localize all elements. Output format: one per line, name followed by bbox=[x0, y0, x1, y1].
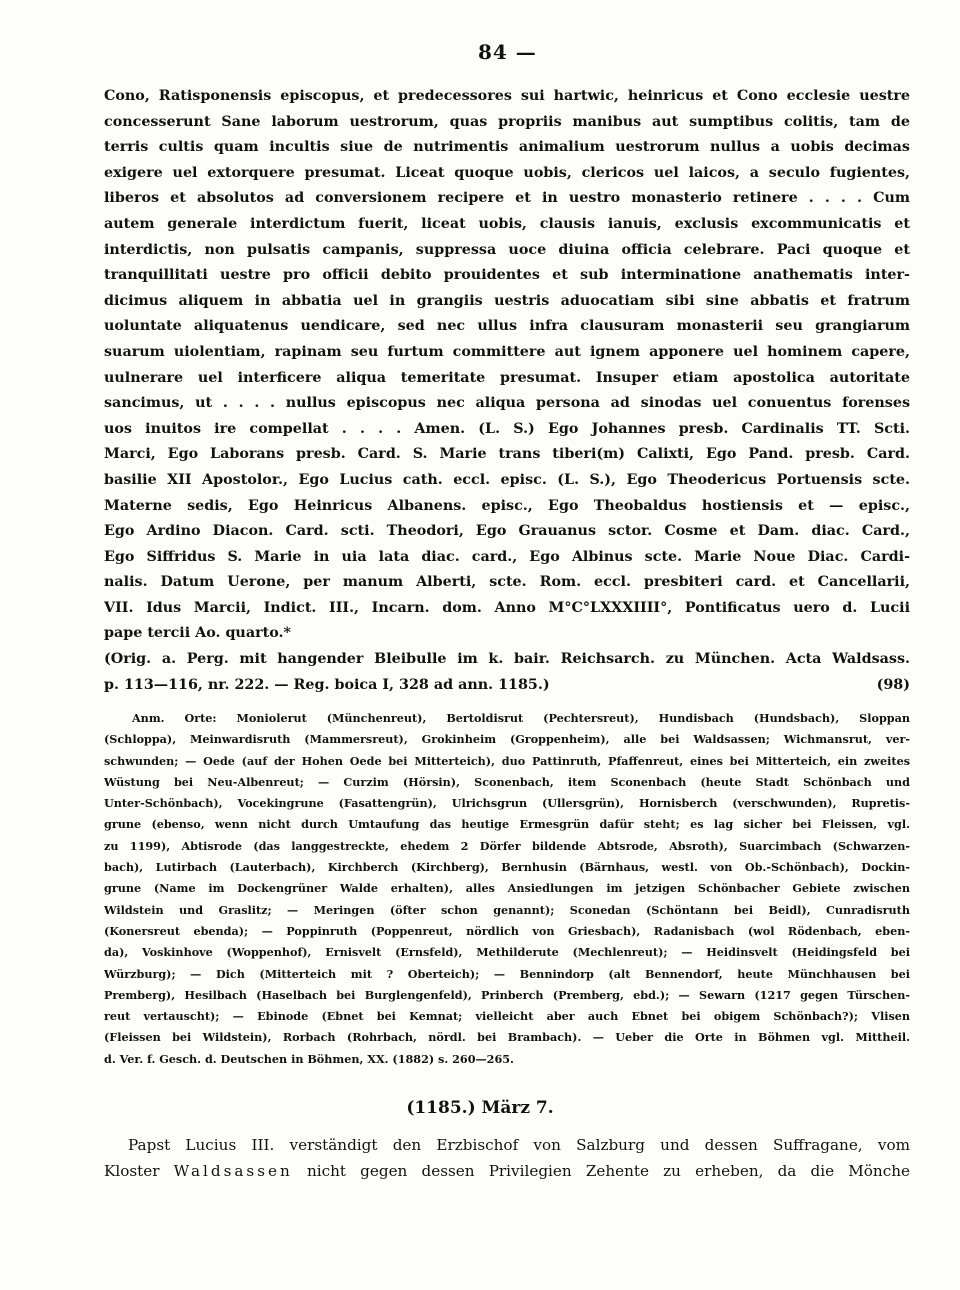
charter-line: Cono, Ratisponensis episcopus, et predecessores sui hartwic, heinricus et Cono ecclesie uestre bbox=[104, 88, 910, 104]
summary-text: nicht gegen dessen Privilegien Zehente zu erheben, da die Mönche bbox=[292, 1162, 910, 1180]
charter-line: Marci, Ego Laborans presb. Card. S. Marie trans tiberi(m) Calixti, Ego Pand. presb. Card. bbox=[104, 446, 910, 463]
charter-line: dicimus aliquem in abbatia uel in grangiis uestris aduocatiam sibi sine abbatis et fratrum bbox=[104, 292, 910, 309]
charter-line: nalis. Datum Uerone, per manum Alberti, scte. Rom. eccl. presbiteri card. et Cancellarii, bbox=[104, 574, 910, 591]
annotation-line: Würzburg); — Dich (Mitterteich mit ? Oberteich); — Bennindorp (alt Bennendorf, heute Münchhausen bei bbox=[104, 966, 910, 981]
annotation-line: grune (Name im Dockengrüner Walde erhalten), alles Ansiedlungen im jetzigen Schönbacher Gebiete zwischen bbox=[104, 881, 910, 896]
charter-line: uos inuitos ire compellat . . . . Amen. (L. S.) Ego Johannes presb. Cardinalis TT. Scti. bbox=[104, 420, 910, 437]
charter-line: Ego Ardino Diacon. Card. scti. Theodori, Ego Grauanus sctor. Cosme et Dam. diac. Card., bbox=[104, 523, 910, 540]
annotation-line: da), Voskinhove (Woppenhof), Ernisvelt (Ernsfeld), Methilderute (Mechlenreut); — Heidinsvelt (Heidingsfeld bei bbox=[104, 945, 910, 960]
charter-line: pape tercii Ao. quarto.* bbox=[104, 625, 291, 642]
annotation-footnote bbox=[104, 708, 910, 1070]
annotation-line: d. Ver. f. Gesch. d. Deutschen in Böhmen, XX. (1882) s. 260—265. bbox=[104, 1051, 514, 1066]
charter-line: suarum uiolentiam, rapinam seu furtum committere aut ignem apponere uel hominem capere, bbox=[104, 343, 910, 360]
summary-monastery-name: Waldsassen bbox=[173, 1162, 293, 1180]
summary-line bbox=[104, 1158, 910, 1184]
charter-line: terris cultis quam incultis siue de nutrimentis animalium uestrorum nullus a uobis decimas bbox=[104, 139, 910, 156]
annotation-line: Wüstung bei Neu-Albenreut; — Curzim (Hörsin), Sconenbach, item Sconenbach (heute Stadt Schönbach und bbox=[104, 774, 910, 789]
charter-line: basilie XII Apostolor., Ego Lucius cath. eccl. episc. (L. S.), Ego Theodericus Portuensis scte. bbox=[104, 471, 910, 488]
entry-summary bbox=[104, 1132, 910, 1184]
charter-line: tranquillitati uestre pro officii debito prouidentes et sub interminatione anathematis inter- bbox=[104, 267, 910, 284]
page-number: 84 — bbox=[478, 40, 537, 64]
annotation-line: Wildstein und Graslitz; — Meringen (öfter schon genannt); Sconedan (Schöntann bei Beidl), Cunradisruth bbox=[104, 902, 910, 917]
annotation-line: Unter-Schönbach), Vocekingrune (Fasattengrün), Ulrichsgrun (Ullersgrün), Hornisberch (verschwunden), Rupretis- bbox=[104, 796, 910, 811]
charter-line: exigere uel extorquere presumat. Liceat quoque uobis, clericos uel laicos, a seculo fugientes, bbox=[104, 164, 910, 181]
entry-date-heading: (1185.) März 7. bbox=[406, 1098, 554, 1118]
charter-line: Materne sedis, Ego Heinricus Albanens. episc., Ego Theobaldus hostiensis et — episc., bbox=[104, 497, 910, 514]
charter-line: interdictis, non pulsatis campanis, suppressa uoce diuina officia celebrare. Paci quoque et bbox=[104, 241, 910, 258]
annotation-line: (Fleissen bei Wildstein), Rorbach (Rohrbach, nördl. bei Brambach). — Ueber die Orte in Böhmen vgl. Mittheil. bbox=[104, 1030, 910, 1045]
charter-line: concesserunt Sane laborum uestrorum, quas propriis manibus aut sumptibus colitis, tam de bbox=[104, 113, 910, 130]
annotation-line: grune (ebenso, wenn nicht durch Umtaufung das heutige Ermesgrün dafür steht; es lag sicher bei Fleissen, vgl. bbox=[104, 817, 910, 832]
annotation-line: Premberg), Hesilbach (Haselbach bei Burglengenfeld), Prinberch (Premberg, ebd.); — Sewarn (1217 gegen Türschen- bbox=[104, 987, 910, 1002]
charter-line: (Orig. a. Perg. mit hangender Bleibulle im k. bair. Reichsarch. zu München. Acta Waldsass. bbox=[104, 651, 910, 668]
annotation-line: schwunden; — Oede (auf der Hohen Oede bei Mitterteich), duo Pattinruth, Pfaffenreut, eines bei Mitterteich, ein zweites bbox=[104, 753, 910, 768]
charter-line: Ego Siffridus S. Marie in uia lata diac. card., Ego Albinus scte. Marie Noue Diac. Cardi- bbox=[104, 548, 910, 565]
annotation-line: zu 1199), Abtisrode (das langgestreckte, ehedem 2 Dörfer bildende Abtsrode, Absroth), Suarcimbach (Schwarzen- bbox=[104, 838, 910, 853]
annotation-line: (Konersreut ebenda); — Poppinruth (Poppenreut, nördlich von Griesbach), Radanisbach (wol Rödenbach, eben- bbox=[104, 923, 910, 938]
annotation-line: bach), Lutirbach (Lauterbach), Kirchberch (Kirchberg), Bernhusin (Bärnhaus, westl. von Ob.-Schönbach), Dockin- bbox=[104, 860, 910, 875]
main-charter-text bbox=[104, 84, 910, 698]
charter-line: autem generale interdictum fuerit, liceat uobis, clausis ianuis, exclusis excommunicatis et bbox=[104, 215, 910, 232]
annotation-line: reut vertauscht); — Ebinode (Ebnet bei Kemnat; vielleicht aber auch Ebnet bei obigem Schönbach?); Vlisen bbox=[104, 1009, 910, 1024]
charter-line: p. 113—116, nr. 222. — Reg. boica I, 328 ad ann. 1185.) (98) bbox=[104, 673, 910, 699]
charter-line: VII. Idus Marcii, Indict. III., Incarn. dom. Anno M°C°LXXXIIII°, Pontificatus uero d. Lucii bbox=[104, 599, 910, 616]
charter-line: liberos et absolutos ad conversionem recipere et in uestro monasterio retinere . . . . Cum bbox=[104, 190, 910, 207]
summary-line: Papst Lucius III. verständigt den Erzbischof von Salzburg und dessen Suffragane, vom bbox=[128, 1136, 910, 1154]
summary-text: Kloster bbox=[104, 1162, 174, 1180]
charter-line: uoluntate aliquatenus uendicare, sed nec ullus infra clausuram monasterii seu grangiarum bbox=[104, 318, 910, 335]
annotation-line: (Schloppa), Meinwardisruth (Mammersreut), Grokinheim (Groppenheim), alle bei Waldsassen; Wichmansrut, ver- bbox=[104, 732, 910, 747]
annotation-line: Anm. Orte: Moniolerut (Münchenreut), Bertoldisrut (Pechtersreut), Hundisbach (Hundsbach), Sloppan bbox=[132, 711, 910, 725]
charter-line: sancimus, ut . . . . nullus episcopus nec aliqua persona ad sinodas uel conuentus forenses bbox=[104, 395, 910, 412]
charter-line: uulnerare uel interficere aliqua temeritate presumat. Insuper etiam apostolica autoritate bbox=[104, 369, 910, 386]
document-reference-number: (98) bbox=[876, 676, 910, 693]
